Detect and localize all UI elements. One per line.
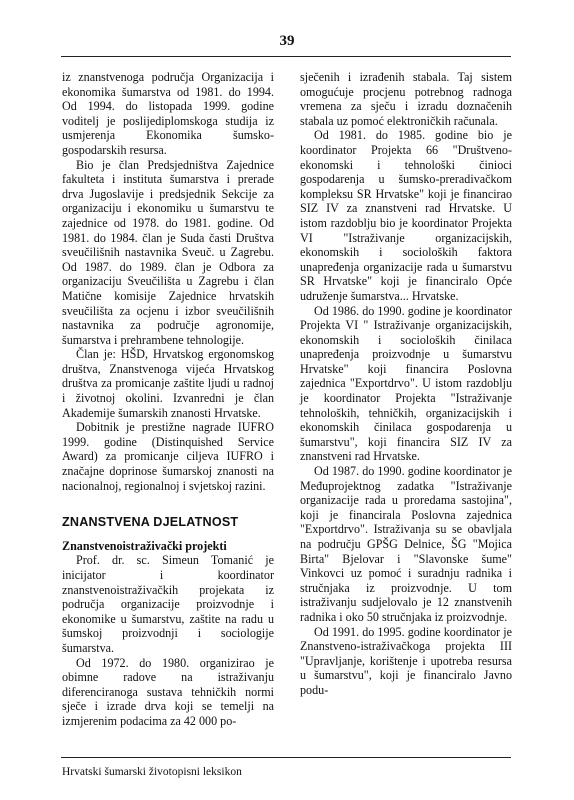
footer-text: Hrvatski šumarski životopisni leksikon [62, 766, 242, 778]
paragraph: Član je: HŠD, Hrvatskog ergonomskog društva, Znanstvenoga vijeća Hrvatskog društva za promicanje zaštite ljudi u radnoj i životnoj okolini. Izvanredni je član Akademije šumarskih znanosti Hrvatske. [62, 347, 274, 420]
right-column [300, 70, 512, 698]
paragraph: Od 1991. do 1995. godine koordinator je Znanstveno-istraživačkoga projekta III "Upravljanje, korištenje i upotreba resursa u šumarstvu", koji je financiralo Javno podu- [300, 624, 512, 697]
paragraph: iz znanstvenoga područja Organizacija i ekonomika šumarstva od 1981. do 1994. Od 1994. do listopada 1999. godine voditelj je poslijediplomskoga studija iz usmjerenja Ekonomika šumsko-gospodarskih resursa. [62, 70, 274, 157]
subheading: Znanstvenoistraživački projekti [62, 538, 227, 553]
paragraph: Od 1986. do 1990. godine je koordinator Projekta VI " Istraživanje organizacijskih, ekonomskih i socioloških činilaca unapređenja proizvodnje u šumarstvu Hrvatske" koji financira Poslovna zajednica "Exportdrvo". U istom razdoblju je koordinator Projekta "Istraživanje tehnoloških, tehničkih, organizacijskih i ekonomskih činilaca gospodarenja u šumarstvu", koji financira SIZ IV za znanstveni rad Hrvatske. [300, 303, 512, 464]
header-rule [61, 56, 511, 57]
section-heading: ZNANSTVENA DJELATNOST [62, 515, 239, 530]
left-column [62, 70, 274, 729]
paragraph: Od 1981. do 1985. godine bio je koordinator Projekta 66 "Društveno-ekonomski i tehnološki činioci gospodarenja u šumsko-preradivačkom kompleksu SR Hrvatske" koji je financirao SIZ IV za znanstveni rad Hrvatske. U istom razdoblju bio je koordinator Projekta VI "Istraživanje organizacijskih, ekonomskih i socioloških faktora unapređenja organizacije rada u šumarstvu SR Hrvatske" koji je financiralo Opće udruženje šumarstva... Hrvatske. [300, 128, 512, 303]
paragraph: Od 1987. do 1990. godine koordinator je Međuprojektnog zadatka "Istraživanje organizacije rada u proredama sastojina", koji je financirala Poslovna zajednica "Exportdrvo". Istraživanja su se obavljala na području GPŠG Delnice, ŠG "Mojica Birta" Bjelovar i "Slavonske šume" Vinkovci uz pomoć i suradnju radnika i stručnjaka iz proizvodnje. U tom istraživanju sudjelovalo je 12 znanstvenih radnika i oko 50 stručnjaka iz proizvodnje. [300, 464, 512, 624]
paragraph: Prof. dr. sc. Simeun Tomanić je inicijator i koordinator znanstvenoistraživačkih projekata iz područja organizacije proizvodnje i ekonomike u šumarstvu, zaštite na radu u šumskoj proizvodnji i sociologije šumarstva. [62, 553, 274, 655]
paragraph: Bio je član Predsjedništva Zajednice fakulteta i instituta šumarstva i prerade drva Jugoslavije i predsjednik Sekcije za organizaciju i ekonomiku u šumarstvu te zajednice od 1978. do 1981. godine. Od 1981. do 1984. član je Suda časti Društva sveučilišnih nastavnika Sveuč. u Zagrebu. Od 1987. do 1989. član je Odbora za organizaciju Sveučilišta u Zagrebu i član Matične komisije Zajednice hrvatskih sveučilišta za ocjenu i izbor sveučilišnih nastavnika za područje agronomije, šumarstva i prehrambene tehnologije. [62, 157, 274, 347]
paragraph: sječenih i izrađenih stabala. Taj sistem omogućuje procjenu potrebnog radnoga vremena za sječu i izradu doznačenih stabala uz pomoć elektroničkih računala. [300, 70, 512, 128]
page-number: 39 [279, 33, 295, 49]
paragraph: Dobitnik je prestižne nagrade IUFRO 1999. godine (Distinquished Service Award) za promicanje ciljeva IUFRO i značajne doprinose šumarskoj znanosti na nacionalnoj, regionalnoj i svjetskoj razini. [62, 420, 274, 493]
paragraph: Od 1972. do 1980. organizirao je obimne radove na istraživanju diferenciranoga sustava tehničkih normi sječe i izrade drva koji se temelji na izmjerenim podacima za 42 000 po- [62, 655, 274, 728]
footer-rule [61, 757, 511, 758]
